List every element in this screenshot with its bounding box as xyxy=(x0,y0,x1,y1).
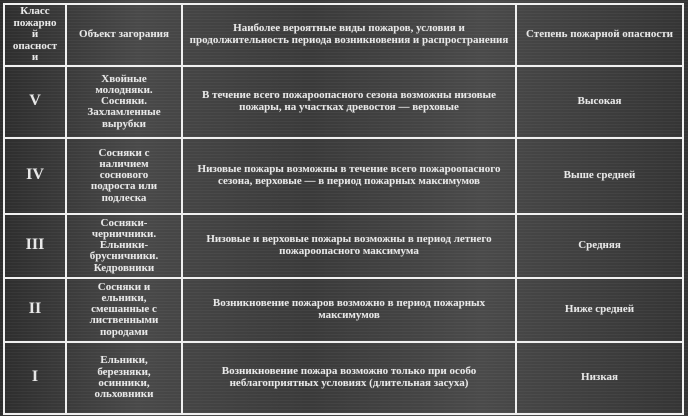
conditions-cell: В течение всего пожароопасного сезона возможны низовые пожары, на участках древостоя — верховые xyxy=(182,66,516,138)
table-row xyxy=(4,138,683,214)
fire-object-cell: Сосняки с наличием соснового подроста или подлеска xyxy=(66,138,182,214)
table-row xyxy=(4,214,683,278)
fire-class-cell: V xyxy=(4,66,66,138)
danger-degree-cell: Средняя xyxy=(516,214,683,278)
danger-degree-cell: Высокая xyxy=(516,66,683,138)
danger-degree-cell: Выше средней xyxy=(516,138,683,214)
fire-object-cell: Хвойные молодняки. Сосняки. Захламленные вырубки xyxy=(66,66,182,138)
fire-danger-table xyxy=(3,3,684,415)
header-fire-class: Класс пожарно й опасност и xyxy=(4,4,66,66)
fire-class-cell: II xyxy=(4,278,66,342)
danger-degree-cell: Низкая xyxy=(516,342,683,414)
table-row xyxy=(4,66,683,138)
conditions-cell: Возникновение пожаров возможно в период пожарных максимумов xyxy=(182,278,516,342)
danger-degree-cell: Ниже средней xyxy=(516,278,683,342)
table-row xyxy=(4,342,683,414)
header-conditions: Наиболее вероятные виды пожаров, условия и продолжительность периода возникновения и распространения xyxy=(182,4,516,66)
header-danger-degree: Степень пожарной опасности xyxy=(516,4,683,66)
conditions-cell: Возникновение пожара возможно только при особо неблагоприятных условиях (длительная засуха) xyxy=(182,342,516,414)
fire-class-cell: I xyxy=(4,342,66,414)
fire-object-cell: Сосняки- черничники. Ельники- брусничники. Кедровники xyxy=(66,214,182,278)
fire-object-cell: Ельники, березняки, осинники, ольховники xyxy=(66,342,182,414)
fire-object-cell: Сосняки и ельники, смешанные с лиственными породами xyxy=(66,278,182,342)
header-row xyxy=(4,4,683,66)
fire-class-cell: III xyxy=(4,214,66,278)
fire-class-cell: IV xyxy=(4,138,66,214)
conditions-cell: Низовые пожары возможны в течение всего пожароопасного сезона, верховые — в период пожарных максимумов xyxy=(182,138,516,214)
header-fire-object: Объект загорания xyxy=(66,4,182,66)
conditions-cell: Низовые и верховые пожары возможны в период летнего пожароопасного максимума xyxy=(182,214,516,278)
table-row xyxy=(4,278,683,342)
